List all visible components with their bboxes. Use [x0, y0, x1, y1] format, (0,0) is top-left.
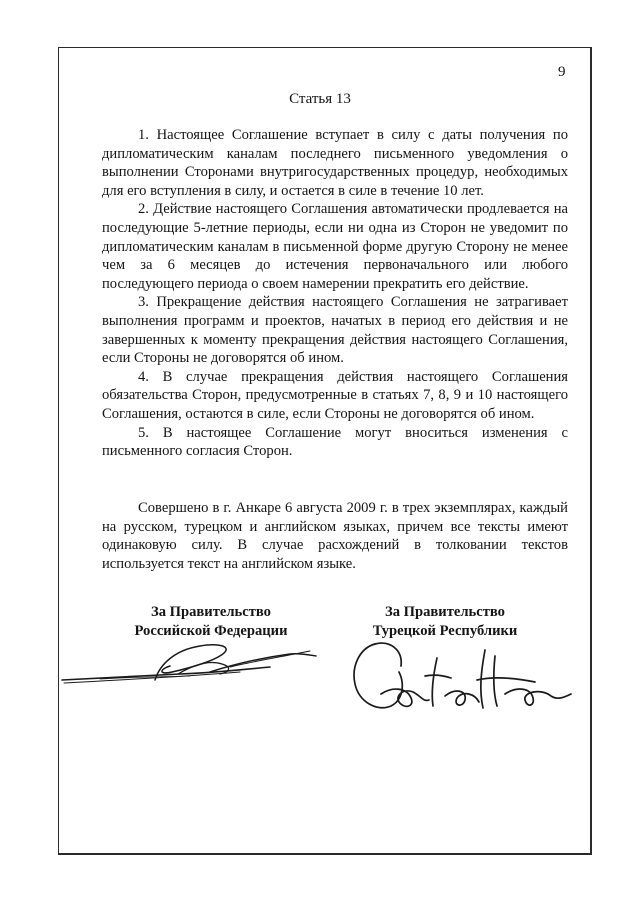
signature-turkey	[345, 636, 575, 721]
closing-paragraph: Совершено в г. Анкаре 6 августа 2009 г. в трех экземплярах, каждый на русском, турецком и английском языках, причем все тексты имеют одинаковую силу. В случае расхождений в толковании текстов используется текст на английском языке.	[102, 500, 568, 572]
article-body	[102, 126, 568, 461]
article-title: Статья 13	[289, 91, 351, 107]
party-russia-line2: Российской Федерации	[134, 623, 288, 639]
paragraph-1: 1. Настоящее Соглашение вступает в силу с даты получения по дипломатическим каналам последнего письменного уведомления о выполнении Сторонами внутригосударственных процедур, необходимых для его вступления в силу, и остается в силе в течение 10 лет.	[102, 127, 568, 199]
party-turkey-line1: За Правительство	[385, 604, 505, 620]
paragraph-3: 3. Прекращение действия настоящего Соглашения не затрагивает выполнения программ и проектов, начатых в период его действия и не завершенных к моменту прекращения действия настоящего Соглашения, если Стороны не договорятся об ином.	[102, 294, 568, 367]
party-turkey-line2: Турецкой Республики	[372, 623, 518, 639]
paragraph-4: 4. В случае прекращения действия настоящего Соглашения обязательства Сторон, предусмотренные в статьях 7, 8, 9 и 10 настоящего Соглашения, остаются в силе, если Стороны не договорятся об ином.	[102, 368, 568, 422]
page-number: 9	[558, 64, 566, 80]
paragraph-5: 5. В настоящее Соглашение могут вноситься изменения с письменного согласия Сторон.	[102, 424, 568, 460]
signature-russia	[60, 634, 320, 694]
party-russia-line1: За Правительство	[151, 604, 271, 620]
paragraph-2: 2. Действие настоящего Соглашения автоматически продлевается на последующие 5-летние периоды, если ни одна из Сторон не уведомит по дипломатическим каналам в письменной форме другую Сторону не менее чем за 6 месяцев до истечения первоначального или любого последующего периода о своем намерении прекратить его действие.	[102, 201, 568, 292]
